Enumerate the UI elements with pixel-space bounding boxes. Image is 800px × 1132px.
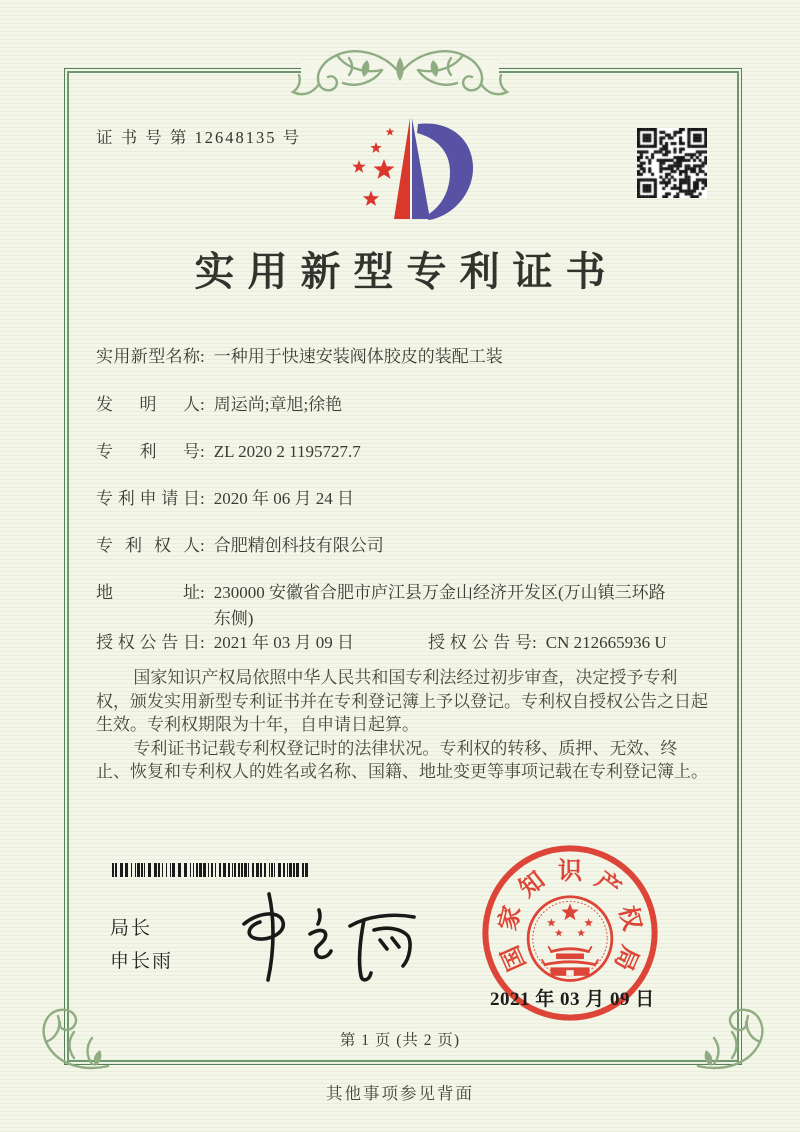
- barcode: [112, 863, 308, 877]
- field-row-patentee: 专利权人: 合肥精创科技有限公司: [96, 533, 384, 559]
- field-row-address: 地址: 230000 安徽省合肥市庐江县万金山经济开发区(万山镇三环路东侧): [96, 580, 669, 632]
- field-value: 合肥精创科技有限公司: [213, 536, 384, 555]
- back-note: 其他事项参见背面: [326, 1084, 474, 1103]
- field-label: 地址: [96, 583, 200, 602]
- field-label: 授权公告日: [96, 633, 200, 652]
- field-value: 周运尚;章旭;徐艳: [213, 395, 343, 414]
- svg-text:局: 局: [608, 941, 644, 975]
- field-label: 发明人: [96, 395, 200, 414]
- svg-text:国: 国: [496, 941, 532, 975]
- svg-text:家: 家: [494, 903, 527, 934]
- signer-title: 局长: [110, 918, 153, 939]
- top-border-ornament-icon: [287, 40, 513, 102]
- field-value: CN 212665936 U: [545, 633, 667, 652]
- field-row-filing-date: 专利申请日: 2020 年 06 月 24 日: [96, 486, 354, 512]
- field-label: 专利申请日: [96, 489, 200, 508]
- field-value: ZL 2020 2 1195727.7: [213, 442, 361, 461]
- field-label: 专利权人: [96, 536, 200, 555]
- seal-date: 2021 年 03 月 09 日: [490, 989, 655, 1010]
- field-value: 一种用于快速安装阀体胶皮的装配工装: [213, 347, 503, 366]
- field-label: 实用新型名称: [96, 347, 200, 366]
- field-pair-grant-number: 授权公告号: CN 212665936 U: [428, 630, 667, 656]
- page-indicator: 第 1 页 (共 2 页): [339, 1032, 461, 1049]
- certificate-title: 实用新型专利证书: [194, 249, 619, 294]
- legal-paragraph: 国家知识产权局依照中华人民共和国专利法经过初步审查，决定授予专利权，颁发实用新型专利证书并在专利登记簿上予以登记。专利权自授权公告之日起生效。专利权期限为十年，自申请日起算。: [96, 668, 708, 734]
- field-value: 2020 年 06 月 24 日: [213, 489, 354, 508]
- cnipa-logo-icon: [338, 112, 478, 237]
- national-emblem-icon: [528, 897, 612, 981]
- field-label: 专利号: [96, 442, 200, 461]
- field-label: 授权公告号: [428, 633, 532, 652]
- svg-text:权: 权: [613, 903, 646, 934]
- legal-paragraph: 专利证书记载专利权登记时的法律状况。专利权的转移、质押、无效、终止、恢复和专利权人的姓名或名称、国籍、地址变更等事项记载在专利登记簿上。: [96, 738, 708, 781]
- signer-name: 申长雨: [110, 951, 174, 972]
- svg-text:知: 知: [514, 866, 551, 903]
- svg-text:产: 产: [589, 866, 626, 903]
- field-row-inventor: 发明人: 周运尚;章旭;徐艳: [96, 392, 342, 418]
- field-value: 2021 年 03 月 09 日: [213, 633, 354, 652]
- director-signature: [222, 882, 432, 987]
- svg-text:识: 识: [557, 858, 583, 886]
- field-row-grant: 授权公告日: 2021 年 03 月 09 日 授权公告号: CN 212665936 U: [96, 630, 354, 656]
- field-row-patent-number: 专利号: ZL 2020 2 1195727.7: [96, 439, 361, 465]
- qr-code: [637, 128, 707, 198]
- field-row-utility-model-name: 实用新型名称: 一种用于快速安装阀体胶皮的装配工装: [96, 344, 503, 370]
- field-value: 230000 安徽省合肥市庐江县万金山经济开发区(万山镇三环路东侧): [213, 583, 666, 628]
- legal-paragraphs: [96, 666, 708, 784]
- certificate-number: 证 书 号 第 12648135 号: [96, 128, 302, 147]
